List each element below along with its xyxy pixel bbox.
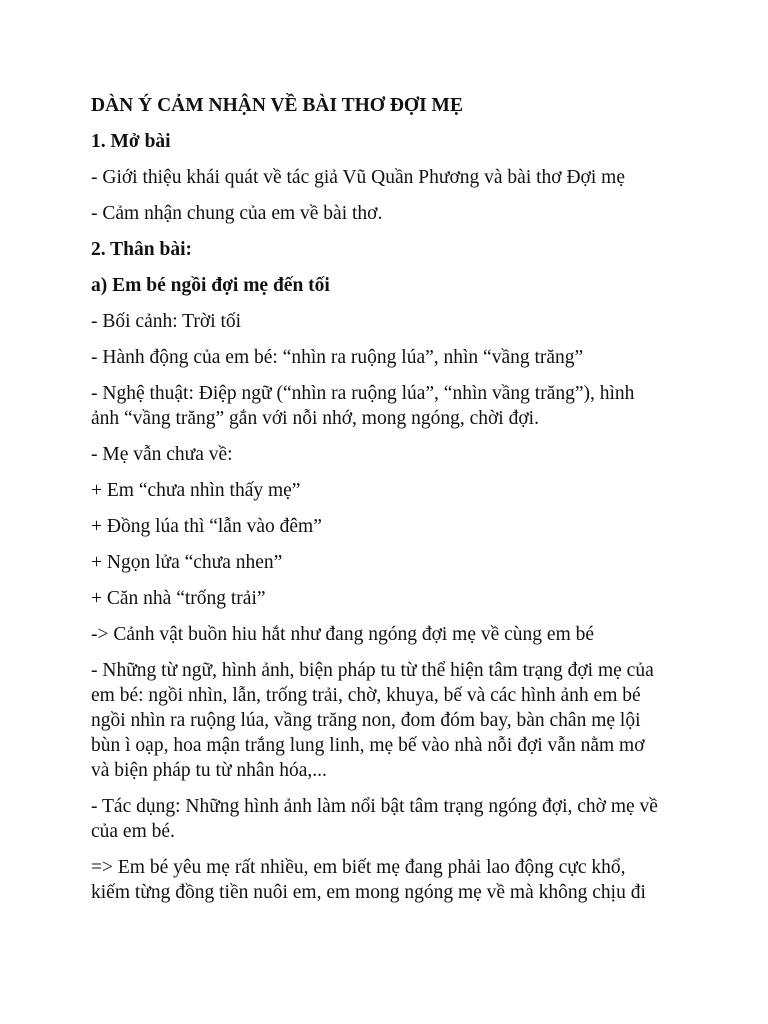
plus-item-1: + Em “chưa nhìn thấy mẹ” — [91, 480, 301, 501]
plus-item-2: + Đồng lúa thì “lẫn vào đêm” — [91, 516, 322, 537]
words-line-5: và biện pháp tu từ nhân hóa,... — [91, 760, 327, 781]
effect-paragraph — [91, 794, 708, 844]
words-paragraph — [91, 658, 708, 783]
plus-item-4: + Căn nhà “trống trải” — [91, 588, 266, 609]
conclusion-paragraph — [91, 855, 708, 905]
action-line: - Hành động của em bé: “nhìn ra ruộng lúa”, nhìn “vầng trăng” — [91, 347, 584, 368]
words-line-1: - Những từ ngữ, hình ảnh, biện pháp tu từ thể hiện tâm trạng đợi mẹ của — [91, 660, 654, 681]
art-paragraph — [91, 381, 708, 431]
subsection-heading-a: a) Em bé ngồi đợi mẹ đến tối — [91, 275, 330, 296]
effect-line-1: - Tác dụng: Những hình ảnh làm nổi bật tâm trạng ngóng đợi, chờ mẹ về — [91, 796, 658, 817]
scene-line: -> Cảnh vật buồn hiu hắt như đang ngóng đợi mẹ về cùng em bé — [91, 624, 595, 645]
section-heading-intro: 1. Mở bài — [91, 131, 171, 152]
document-title: DÀN Ý CẢM NHẬN VỀ BÀI THƠ ĐỢI MẸ — [91, 95, 463, 116]
words-line-2: em bé: ngồi nhìn, lẫn, trống trải, chờ, khuya, bế và các hình ảnh em bé — [91, 685, 641, 706]
art-line-2: ảnh “vầng trăng” gắn với nỗi nhớ, mong ngóng, chời đợi. — [91, 408, 539, 429]
context-line: - Bối cảnh: Trời tối — [91, 311, 242, 332]
words-line-4: bùn ì oạp, hoa mận trắng lung linh, mẹ bế vào nhà nỗi đợi vẫn nằm mơ — [91, 735, 645, 756]
intro-point-1: - Giới thiệu khái quát về tác giả Vũ Quần Phương và bài thơ Đợi mẹ — [91, 167, 625, 188]
art-line-1: - Nghệ thuật: Điệp ngữ (“nhìn ra ruộng lúa”, “nhìn vầng trăng”), hình — [91, 383, 635, 404]
intro-point-2: - Cảm nhận chung của em về bài thơ. — [91, 203, 383, 224]
conclusion-line-1: => Em bé yêu mẹ rất nhiều, em biết mẹ đang phải lao động cực khổ, — [91, 857, 626, 878]
mother-not-back-line: - Mẹ vẫn chưa về: — [91, 444, 233, 465]
effect-line-2: của em bé. — [91, 821, 175, 842]
plus-item-3: + Ngọn lửa “chưa nhen” — [91, 552, 283, 573]
conclusion-line-2: kiếm từng đồng tiền nuôi em, em mong ngóng mẹ về mà không chịu đi — [91, 882, 646, 903]
words-line-3: ngồi nhìn ra ruộng lúa, vầng trăng non, đom đóm bay, bàn chân mẹ lội — [91, 710, 641, 731]
section-heading-body: 2. Thân bài: — [91, 239, 192, 260]
